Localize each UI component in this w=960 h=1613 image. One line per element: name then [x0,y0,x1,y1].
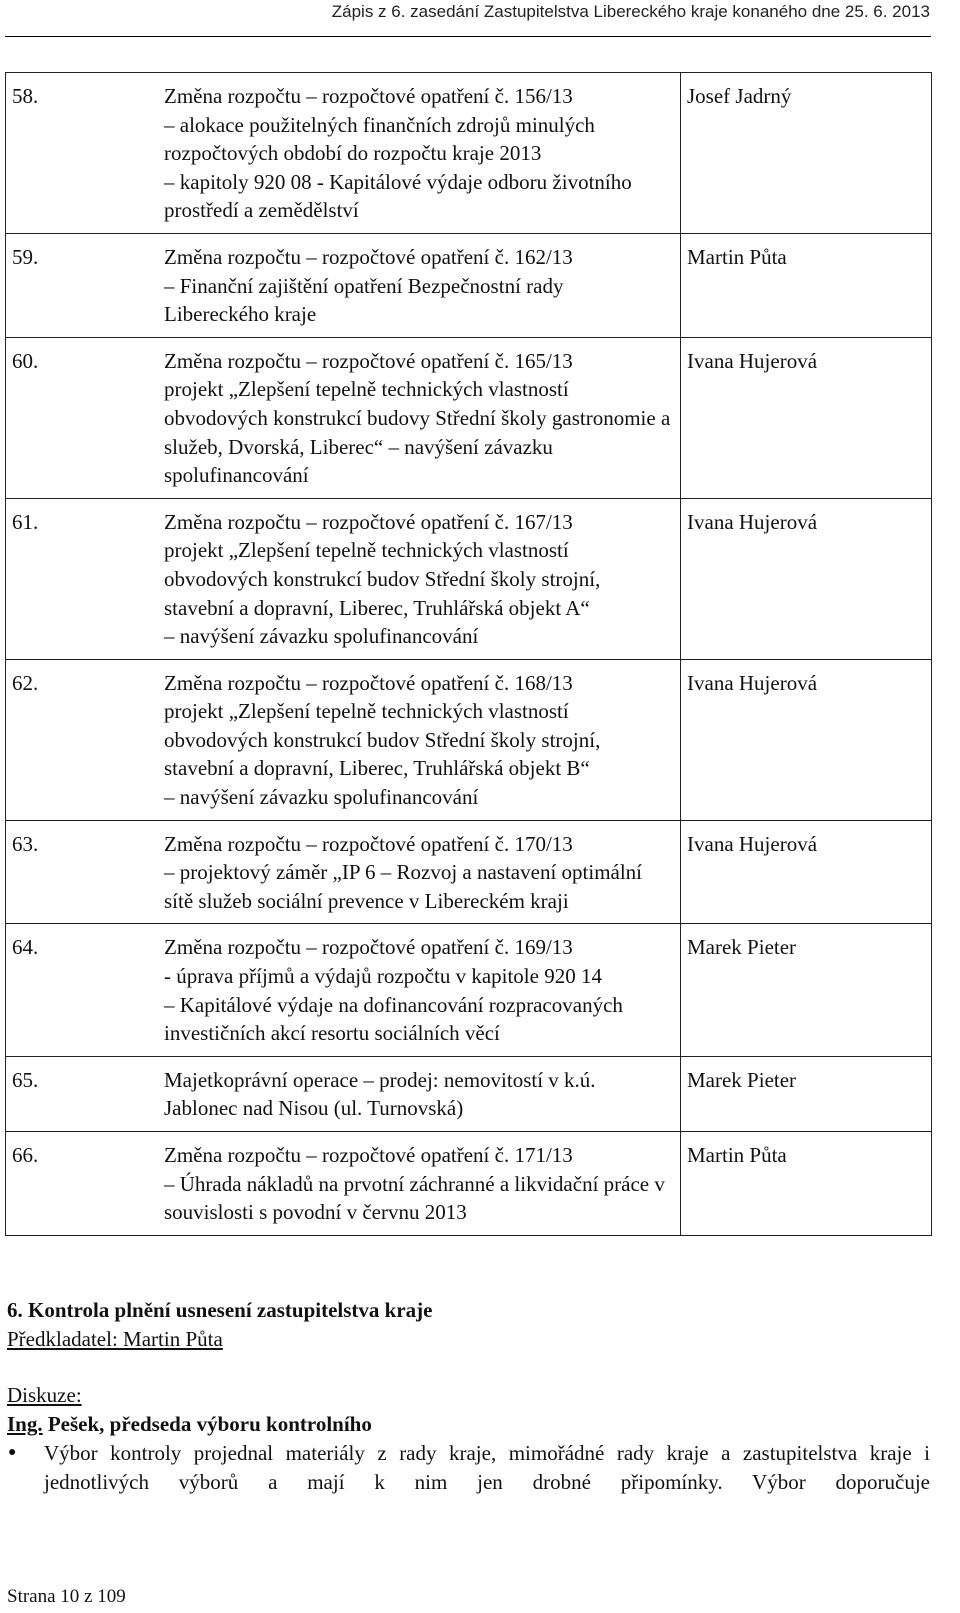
discussion-label-line [7,1381,930,1410]
agenda-item-number: 59. [12,244,39,269]
agenda-item-number: 61. [12,509,39,534]
agenda-item [12,1066,672,1123]
agenda-item-number: 63. [12,831,39,856]
header-divider [5,36,931,37]
agenda-item-text: Změna rozpočtu – rozpočtové opatření č. 165/13 projekt „Zlepšení tepelně technických vlastností obvodových konstrukcí budovy Střední školy gastronomie a služeb, Dvorská, Liberec“ – navýšení závazku spolufinancování [164,348,671,488]
speaker-title: Ing. [7,1411,43,1436]
speaker-name: Pešek, předseda výboru kontrolního [42,1411,372,1436]
agenda-item-text: Změna rozpočtu – rozpočtové opatření č. 171/13 – Úhrada nákladů na prvotní záchranné a likvidační práce v souvislosti s povodní v červnu 2013 [164,1143,665,1225]
agenda-row [6,924,932,1056]
agenda-table-body [6,73,932,1236]
agenda-row [6,659,932,820]
agenda-item-presenter: Ivana Hujerová [681,498,932,659]
agenda-item-presenter: Marek Pieter [681,924,932,1056]
agenda-row [6,1132,932,1236]
bullet-text: Výbor kontroly projednal materiály z rady kraje, mimořádné rady kraje a zastupitelstva kraje i jednotlivých výborů a mají k nim jen drobné připomínky. Výbor doporučuje [44,1441,930,1494]
speaker-line [7,1410,930,1439]
section-heading: 6. Kontrola plnění usnesení zastupitelstva kraje [7,1298,433,1322]
agenda-item [12,830,672,916]
agenda-item-text: Majetkoprávní operace – prodej: nemovitostí v k.ú. Jablonec nad Nisou (ul. Turnovská) [164,1067,596,1121]
presenter-line [7,1325,930,1354]
agenda-item [12,933,672,1047]
bullet-icon: ● [8,1445,17,1461]
document-header: Zápis z 6. zasedání Zastupitelstva Libereckého kraje konaného dne 25. 6. 2013 [331,2,930,21]
agenda-item-text: Změna rozpočtu – rozpočtové opatření č. 169/13 - úprava příjmů a výdajů rozpočtu v kapitole 920 14 – Kapitálové výdaje na dofinancování rozpracovaných investičních akcí resortu sociálních věcí [164,935,623,1046]
discussion-label: Diskuze: [7,1383,82,1408]
presenter-text: Předkladatel: Martin Půta [7,1326,223,1351]
page-number: Strana 10 z 109 [7,1586,126,1607]
agenda-row [6,498,932,659]
agenda-item-presenter: Ivana Hujerová [681,820,932,924]
agenda-item-cell [6,924,681,1056]
agenda-item [12,508,672,651]
agenda-item-presenter: Ivana Hujerová [681,337,932,498]
agenda-row [6,337,932,498]
spacer [7,1353,930,1381]
agenda-item-number: 65. [12,1067,39,1092]
agenda-item-presenter: Ivana Hujerová [681,659,932,820]
agenda-item-text: Změna rozpočtu – rozpočtové opatření č. 170/13 – projektový záměr „IP 6 – Rozvoj a nastavení optimální sítě služeb sociální prevence v Libereckém kraji [164,831,643,913]
agenda-item-cell [6,337,681,498]
agenda-item-number: 62. [12,670,39,695]
agenda-item-number: 64. [12,935,39,960]
bullet-item [7,1439,930,1496]
agenda-item [12,82,672,225]
agenda-row [6,233,932,337]
agenda-item [12,243,672,329]
agenda-row [6,1056,932,1131]
agenda-item [12,347,672,490]
agenda-item [12,1141,672,1227]
agenda-item-cell [6,233,681,337]
agenda-item-cell [6,1056,681,1131]
agenda-item-cell [6,73,681,234]
agenda-item-cell [6,498,681,659]
agenda-item-number: 60. [12,348,39,373]
agenda-item [12,669,672,812]
agenda-item-text: Změna rozpočtu – rozpočtové opatření č. 167/13 projekt „Zlepšení tepelně technických vlastností obvodových konstrukcí budov Střední školy strojní, stavební a dopravní, Liberec, Truhlářská objekt A“ – navýšení závazku spolufinancování [164,509,601,649]
agenda-item-presenter: Martin Půta [681,233,932,337]
agenda-item-number: 58. [12,84,39,108]
agenda-item-number: 66. [12,1143,39,1167]
agenda-item-presenter: Martin Půta [681,1132,932,1236]
agenda-item-cell [6,659,681,820]
agenda-table [5,72,932,1236]
agenda-item-text: Změna rozpočtu – rozpočtové opatření č. 168/13 projekt „Zlepšení tepelně technických vlastností obvodových konstrukcí budov Střední školy strojní, stavební a dopravní, Liberec, Truhlářská objekt B“ – navýšení závazku spolufinancování [164,670,601,810]
agenda-item-presenter: Marek Pieter [681,1056,932,1131]
agenda-item-cell [6,820,681,924]
agenda-row [6,73,932,234]
agenda-item-text: Změna rozpočtu – rozpočtové opatření č. 156/13 – alokace použitelných finančních zdrojů minulých rozpočtových období do rozpočtu kraje 2013 – kapitoly 920 08 - Kapitálové výdaje odboru životního prostředí a zemědělství [164,84,632,223]
agenda-item-presenter: Josef Jadrný [681,73,932,234]
agenda-item-cell [6,1132,681,1236]
agenda-row [6,820,932,924]
agenda-item-text: Změna rozpočtu – rozpočtové opatření č. 162/13 – Finanční zajištění opatření Bezpečnostní rady Libereckého kraje [164,244,573,327]
section-kontrola [7,1296,930,1497]
